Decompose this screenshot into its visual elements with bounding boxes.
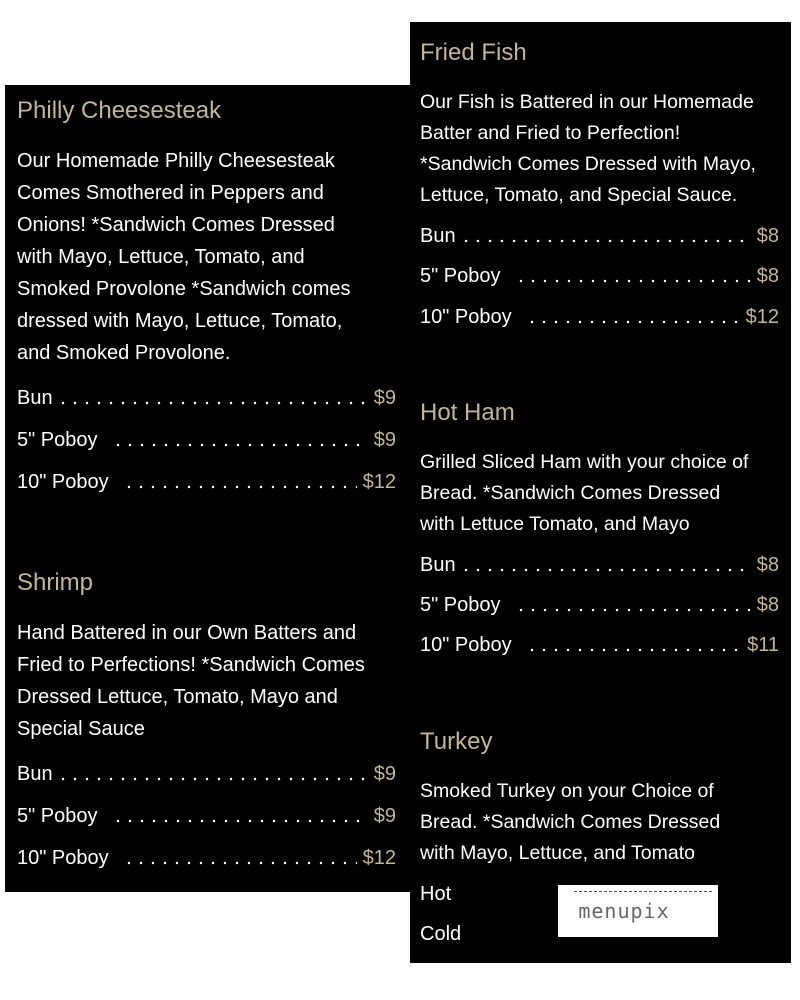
size-label: 10" Poboy bbox=[420, 634, 512, 656]
item-title: Turkey bbox=[420, 728, 493, 755]
dot-leader bbox=[460, 239, 751, 243]
description-line: Fried to Perfections! *Sandwich Comes bbox=[17, 654, 365, 676]
description-line: Onions! *Sandwich Comes Dressed bbox=[17, 214, 335, 236]
menu-item-shrimp bbox=[5, 567, 410, 745]
description-line: Grilled Sliced Ham with your choice of bbox=[420, 451, 749, 473]
price: $9 bbox=[373, 387, 396, 409]
price: $11 bbox=[747, 634, 779, 656]
price: $8 bbox=[756, 225, 779, 247]
price-row-5-poboy bbox=[17, 429, 396, 452]
size-label: 10" Poboy bbox=[17, 471, 109, 493]
size-label: 5" Poboy bbox=[17, 805, 98, 827]
price: $9 bbox=[373, 805, 396, 827]
price: $8 bbox=[756, 265, 779, 287]
description-line: Bread. *Sandwich Comes Dressed bbox=[420, 811, 721, 833]
dot-leader bbox=[112, 819, 368, 823]
price-row-5-poboy bbox=[420, 265, 779, 288]
size-label: 10" Poboy bbox=[420, 306, 512, 328]
item-description bbox=[17, 145, 398, 369]
option-label: Hot bbox=[420, 883, 452, 905]
dot-leader bbox=[57, 777, 368, 781]
description-line: and Smoked Provolone. bbox=[17, 342, 231, 364]
price-row-10-poboy bbox=[17, 471, 396, 494]
size-label: 10" Poboy bbox=[17, 847, 109, 869]
price: $12 bbox=[745, 306, 779, 328]
description-line: Our Fish is Battered in our Homemade bbox=[420, 91, 754, 113]
description-line: with Lettuce Tomato, and Mayo bbox=[420, 513, 690, 535]
description-line: Lettuce, Tomato, and Special Sauce. bbox=[420, 184, 738, 206]
description-line: Special Sauce bbox=[17, 718, 145, 740]
dot-leader bbox=[123, 861, 357, 865]
description-line: Batter and Fried to Perfection! bbox=[420, 122, 681, 144]
item-title: Hot Ham bbox=[420, 399, 515, 426]
menu-panel-right bbox=[410, 22, 791, 963]
price-row-10-poboy bbox=[420, 306, 779, 329]
description-line: Dressed Lettuce, Tomato, Mayo and bbox=[17, 686, 338, 708]
price-row-bun bbox=[420, 554, 779, 577]
menu-item-hot-ham bbox=[410, 398, 791, 540]
item-description bbox=[420, 447, 781, 540]
size-label: 5" Poboy bbox=[420, 265, 501, 287]
description-line: with Mayo, Lettuce, and Tomato bbox=[420, 842, 695, 864]
description-line: Our Homemade Philly Cheesesteak bbox=[17, 150, 335, 172]
price: $12 bbox=[362, 847, 396, 869]
dot-leader bbox=[112, 443, 368, 447]
size-label: Bun bbox=[17, 387, 53, 409]
item-description bbox=[17, 617, 398, 745]
menu-item-philly-cheesesteak bbox=[5, 95, 410, 369]
item-title: Fried Fish bbox=[420, 39, 527, 66]
size-label: Bun bbox=[420, 554, 456, 576]
dot-leader bbox=[526, 320, 740, 324]
dot-leader bbox=[526, 648, 741, 652]
description-line: *Sandwich Comes Dressed with Mayo, bbox=[420, 153, 756, 175]
description-line: Smoked Turkey on your Choice of bbox=[420, 780, 714, 802]
description-line: Comes Smothered in Peppers and bbox=[17, 182, 324, 204]
price-row-bun bbox=[17, 763, 396, 786]
menupix-watermark bbox=[558, 885, 718, 937]
dot-leader bbox=[515, 279, 751, 283]
dot-leader bbox=[123, 485, 357, 489]
description-line: Bread. *Sandwich Comes Dressed bbox=[420, 482, 721, 504]
price-row-bun bbox=[17, 387, 396, 410]
price-row-10-poboy bbox=[17, 847, 396, 870]
size-label: Bun bbox=[17, 763, 53, 785]
option-label: Cold bbox=[420, 923, 462, 945]
menu-item-turkey bbox=[410, 727, 791, 869]
item-title: Shrimp bbox=[17, 569, 94, 596]
description-line: with Mayo, Lettuce, Tomato, and bbox=[17, 246, 305, 268]
size-label: 5" Poboy bbox=[17, 429, 98, 451]
price: $12 bbox=[362, 471, 396, 493]
price: $9 bbox=[373, 429, 396, 451]
menu-item-fried-fish bbox=[410, 38, 791, 211]
price-row-5-poboy bbox=[17, 805, 396, 828]
item-description bbox=[420, 776, 781, 869]
description-line: Hand Battered in our Own Batters and bbox=[17, 622, 357, 644]
description-line: dressed with Mayo, Lettuce, Tomato, bbox=[17, 310, 343, 332]
watermark-logo-text: menupix bbox=[578, 899, 670, 923]
dot-leader bbox=[57, 401, 368, 405]
price-row-10-poboy bbox=[420, 634, 779, 657]
description-line: Smoked Provolone *Sandwich comes bbox=[17, 278, 351, 300]
dot-leader bbox=[460, 568, 751, 572]
menu-panel-left bbox=[5, 85, 410, 892]
price: $9 bbox=[373, 763, 396, 785]
item-title: Philly Cheesesteak bbox=[17, 97, 222, 124]
price-row-bun bbox=[420, 225, 779, 248]
price-row-5-poboy bbox=[420, 594, 779, 617]
item-description bbox=[420, 87, 781, 211]
size-label: Bun bbox=[420, 225, 456, 247]
price: $8 bbox=[756, 594, 779, 616]
dot-leader bbox=[515, 608, 751, 612]
size-label: 5" Poboy bbox=[420, 594, 501, 616]
watermark-divider bbox=[574, 891, 712, 892]
price: $8 bbox=[756, 554, 779, 576]
